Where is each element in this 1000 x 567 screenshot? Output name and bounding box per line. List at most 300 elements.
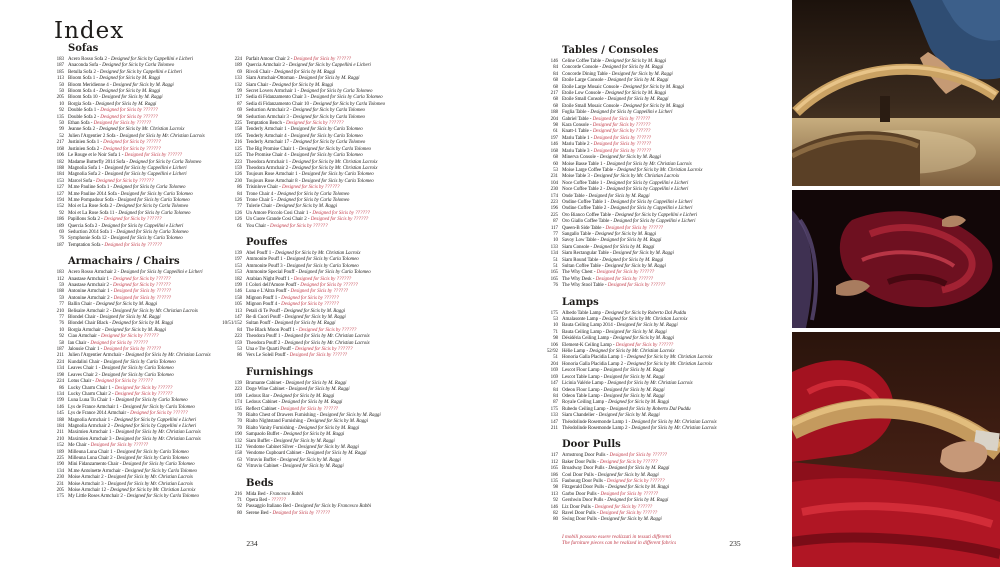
entry-page-ref: 197	[550, 135, 558, 141]
entry-designer: Designed for Sicis by Carla Tolomeo	[292, 108, 365, 114]
section-header: Sofas	[68, 43, 99, 54]
entry-designer: Designed for Sicis by M. Raggi	[612, 336, 674, 342]
entry-designer: Designed for Sicis by ??????	[104, 242, 162, 248]
entry-title: Justinien Sofa 2 - Designed for Sicis by ??????	[68, 146, 161, 152]
entry-page-ref: 210	[56, 436, 64, 442]
entry-title: Foglia Table - Designed for Sicis by Cappellini e Licheri	[562, 110, 673, 116]
entry-title: Magnolia Armchair 2 - Designed for Sicis by Cappellini e Licheri	[68, 423, 197, 429]
entry-title: M.me Pauline 2014 Sofa - Designed for Sicis by Carla Tolomeo	[68, 191, 193, 197]
fabric-note-line-2: The furniture pieces can be realized in different fabrics	[562, 540, 677, 547]
entry-designer: Designed for Sicis by Cappellini e Licheri	[615, 212, 698, 218]
entry-designer: Designed for Sicis by M. Raggi	[279, 457, 341, 463]
entry-designer: Designed for Sicis by Cappellini e Licheri	[99, 69, 182, 75]
entry-page-ref: 112	[56, 276, 64, 282]
entry-designer: Designed for Sicis by M. Raggi	[611, 71, 673, 77]
entry-title: Lys de France 2014 Armchair - Designed for Sicis by ??????	[68, 411, 188, 417]
entry-page-ref: 187	[56, 242, 64, 248]
entry-designer: Designed for Sicis by Mr. Christian Lacroix	[119, 133, 205, 139]
entry-title: Le Rouge et le Noir Sofa 1 - Designed for Sicis by ??????	[68, 153, 183, 159]
entry-page-ref: 106	[56, 153, 64, 159]
entry-page-ref: 211	[550, 425, 558, 431]
entry-title: Lucky Charm Chair 1 - Designed for Sicis by ??????	[68, 385, 173, 391]
entry-title: Vendome Cabinet Silver - Designed for Sicis by M. Raggi	[246, 444, 359, 450]
entry-designer: Designed for Sicis by Cappellini e Licheri	[101, 223, 184, 229]
entry-page-ref: 92	[59, 108, 64, 114]
entry-designer: Designed for Sicis by ??????	[593, 148, 652, 154]
entry-page-ref: 104	[550, 180, 558, 186]
entry-title: The Black Moon Pouff 1 - Designed for Sicis by ??????	[246, 327, 357, 333]
entry-title: Reflect Cabinet - Designed for Sicis by ??????	[246, 406, 338, 412]
entry-title: Abel Pouff 1 - Designed for Sicis by Mr. Christian Lacroix	[246, 250, 361, 256]
entry-title: Moi et La Rose Sofa 11 - Designed for Sicis by Carla Tolomeo	[68, 210, 191, 216]
entry-title: Petali di Te Pouff - Designed for Sicis by M. Raggi	[246, 308, 345, 314]
entry-title: Ammonite Pouff 1 - Designed for Sicis by Carla Tolomeo	[246, 257, 359, 263]
entry-designer: Designed for Sicis by Mr. Christian Lacroix	[602, 317, 688, 323]
entry-title: The Why Chest - Designed for Sicis by ??????	[562, 270, 655, 276]
entry-designer: ??????	[271, 497, 286, 503]
entry-designer: Designed for Sicis by M. Raggi	[274, 69, 336, 75]
entry-title: Parfait Amour Chair 2 - Designed for Sicis by ??????	[246, 57, 352, 62]
entry-title: Faubourg Door Pulls - Designed for Sicis by ??????	[562, 478, 665, 484]
entry-title: Gabriel Table - Designed for Sicis by ??????	[562, 116, 651, 122]
entry-designer: Designed for Sicis by Carla Tolomeo	[113, 185, 186, 191]
entry-page-ref: 117	[234, 95, 242, 101]
entry-designer: Designed for Sicis by M. Raggi	[99, 315, 161, 321]
entry-title: Blondel Chair - Designed for Sicis by M. Raggi	[68, 315, 161, 321]
entry-title: Anastase Armchair 2 - Designed for Sicis by ??????	[68, 283, 171, 288]
entry-page-ref: 52	[59, 133, 64, 139]
entry-designer: Designed for Sicis by Carla Tolomeo	[292, 114, 365, 120]
entry-title: Symphonie Sofa 12 - Designed for Sicis by Carla Tolomeo	[68, 236, 183, 242]
entry-designer: Designed for Sicis by Mr. Christian Lacroix	[631, 425, 717, 431]
entry-page-ref: 86	[59, 385, 64, 391]
entry-designer: Designed for Sicis by M. Raggi	[272, 82, 334, 88]
entry-title: Sultan Pouff - Designed for Sicis by M. Raggi	[246, 321, 336, 327]
entry-page-ref: 98	[237, 114, 242, 120]
entry-page-ref: 225	[56, 455, 64, 461]
entry-page-ref: 211	[56, 353, 64, 359]
entry-designer: Designed for Sicis by Carla Tolomeo	[312, 101, 386, 107]
fabric-note	[562, 534, 772, 547]
entry-designer: Designed for Sicis by Carla Tolomeo	[116, 229, 189, 235]
entry-designer: Designed for Sicis by M. Raggi	[600, 517, 662, 523]
entry-page-ref: 169	[550, 374, 558, 380]
entry-title: Etoile Small Mosaic Console - Designed for Sicis by M. Raggi	[562, 103, 685, 109]
entry-title: Onde Table - Designed for Sicis by M. Raggi	[562, 193, 650, 199]
photo-red-velvet-upholstery	[792, 332, 1000, 567]
entry-page-ref: 133	[550, 413, 558, 419]
entry-page-ref: 230	[234, 178, 242, 184]
entry-page-ref: 76	[59, 321, 64, 327]
entry-page-ref: 183	[56, 270, 64, 276]
entry-page-ref: 98	[553, 485, 558, 491]
entry-title: Siam Rectangular Table - Designed for Sicis by M. Raggi	[562, 251, 674, 257]
entry-designer: Designed for Sicis by ??????	[293, 57, 352, 62]
entry-designer: Designed for Sicis by Carla Tolomeo	[124, 468, 197, 474]
entry-title: Theodora Armchair 1 - Designed for Sicis by Mr. Christian Lacroix	[246, 159, 378, 165]
entry-page-ref: 61	[237, 223, 242, 229]
entry-title: Amalasonte Lamp - Designed for Sicis by Mr. Christian Lacroix	[562, 317, 688, 323]
entry-title: Siam Chandelier - Designed for Sicis by M. Raggi	[562, 413, 660, 419]
entry-page-ref: 77	[553, 231, 558, 237]
entry-title: Liz Door Pulls - Designed for Sicis by ??????	[562, 504, 653, 510]
entry-page-ref: 145	[56, 411, 64, 417]
entry-page-ref: 134	[56, 468, 64, 474]
entry-designer: Designed for Sicis by Carla Tolomeo	[115, 398, 188, 404]
entry-title: Mariu Table 2 - Designed for Sicis by ??????	[562, 142, 652, 148]
entry-page-ref: 92	[59, 334, 64, 340]
entry-title: Ammonite Pouff 3 - Designed for Sicis by Carla Tolomeo	[246, 263, 359, 269]
entry-page-ref: 112	[234, 444, 242, 450]
entry-title: Fitzgerald Door Pulls - Designed for Sicis by M. Raggi	[562, 485, 670, 491]
entry-page-ref: 77	[59, 315, 64, 321]
entry-title: Vitruvio Cabinet - Designed for Sicis by M. Raggi	[246, 464, 344, 470]
entry-designer: Designed for Sicis by Carla Tolomeo	[102, 63, 175, 69]
entry-page-ref: 127	[56, 185, 64, 191]
section-header: Tables / Consoles	[562, 45, 659, 56]
entry-page-ref: 135	[56, 114, 64, 120]
entry-title: Magnolia Armchair 1 - Designed for Sicis by Cappellini e Licheri	[68, 417, 197, 423]
entry-designer: Designed for Sicis by M. Raggi	[281, 400, 343, 406]
entry-designer: Designed for Sicis by Carla Tolomeo	[118, 210, 191, 216]
entry-title: Knatt-1 Table - Designed for Sicis by ??????	[562, 129, 651, 135]
entry-designer: Designed for Sicis by M. Raggi	[598, 413, 660, 419]
entry-title: Moi et La Rose Sofa 2 - Designed for Sicis by Carla Tolomeo	[68, 204, 189, 210]
entry-page-ref: 71	[553, 329, 558, 335]
entry-title: Bloom Sofa 4 - Designed for Sicis by M. Raggi	[68, 89, 161, 95]
entry-page-ref: 87	[237, 101, 242, 107]
entry-designer: Designed for Sicis by ??????	[270, 223, 328, 229]
entry-page-ref: 126	[234, 210, 242, 216]
entry-title: Serene Bed - Designed for Sicis by ??????	[246, 510, 330, 516]
entry-designer: Designed for Sicis by Mr. Christian Lacroix	[292, 165, 378, 171]
entry-title: Borgia Armchair - Designed for Sicis by M. Raggi	[68, 327, 166, 333]
entry-designer: Designed for Sicis by Cappellini e Licheri	[104, 165, 187, 171]
entry-title: Temptation Sofa - Designed for Sicis by ??????	[68, 242, 162, 248]
entry-title: Una e Tre Quarti Pouff - Designed for Sicis by ??????	[246, 347, 353, 353]
entry-page-ref: 175	[550, 310, 558, 316]
entry-title: Oro Bianco Coffee Table - Designed for Sicis by Cappellini e Licheri	[562, 212, 698, 218]
entry-title: Tenderly Armchair 1 - Designed for Sicis by Carla Tolomeo	[246, 127, 363, 133]
entry-page-ref: 76	[553, 283, 558, 289]
entry-page-ref: 86	[237, 185, 242, 191]
entry-page-ref: 132	[234, 82, 242, 88]
entry-page-ref: 98	[553, 123, 558, 129]
entry-title: Anaconda Sofa - Designed for Sicis by Carla Tolomeo	[68, 63, 175, 69]
entry-page-ref: 51	[553, 355, 558, 361]
page-number-right: 235	[729, 539, 741, 548]
entry-title: M.me Pauline Sofa 1 - Designed for Sicis by Carla Tolomeo	[68, 185, 186, 191]
entry-designer: Designed for Sicis by ??????	[615, 342, 674, 348]
entry-designer: Francesco Rabbi	[269, 491, 304, 497]
entry-title: Rubedo Ceiling Lamp - Designed for Sicis by Roberto Dal Puddu	[562, 406, 691, 412]
entry-page-ref: 82	[553, 511, 558, 516]
index-entry	[216, 511, 436, 517]
entry-designer: Designed for Sicis by Carla Tolomeo	[129, 159, 202, 165]
entry-page-ref: 223	[234, 159, 242, 165]
entry-designer: Designed for Sicis by Cappellini e Licheri	[610, 206, 693, 212]
entry-page-ref: 147	[550, 419, 558, 425]
entry-title: The Promise Chair 4 - Designed for Sicis by Carla Tolomeo	[246, 153, 363, 159]
entry-title: Rialto Vanity Furnishing - Designed for Sicis by M. Raggi	[246, 425, 360, 431]
entry-page-ref: 190	[56, 462, 64, 468]
entry-title: Madame Butterfly 2014 Sofa - Designed for Sicis by Carla Tolomeo	[68, 159, 202, 165]
entry-designer: Designed for Sicis by Mr. Christian Lacroix	[125, 353, 211, 359]
entry-designer: Designed for Sicis by M. Raggi	[297, 444, 359, 450]
index-column-middle	[216, 57, 436, 517]
entry-designer: Designed for Sicis by ??????	[103, 347, 161, 353]
entry-designer: Designed for Sicis by ??????	[130, 411, 188, 417]
entry-page-ref: 146	[550, 59, 558, 64]
entry-designer: Designed for Sicis by ??????	[100, 334, 159, 340]
entry-title: Odeon Table Lamp - Designed for Sicis by M. Raggi	[562, 393, 665, 399]
entry-page-ref: 146	[550, 504, 558, 510]
entry-title: Marcel Sofa - Designed for Sicis by ??????	[68, 178, 154, 184]
entry-page-ref: 135	[550, 478, 558, 484]
entry-page-ref: 225	[234, 121, 242, 127]
entry-page-ref: 217	[56, 140, 64, 146]
entry-page-ref: 146	[234, 289, 242, 295]
entry-title: Leaves Chair 1 - Designed for Sicis by Carla Tolomeo	[68, 366, 174, 372]
entry-title: Ledoux Bar - Designed for Sicis by M. Raggi	[246, 393, 335, 399]
entry-page-ref: 68	[553, 84, 558, 90]
entry-page-ref: 152	[56, 204, 64, 210]
entry-title: Etoile Low Console - Designed for Sicis by M. Raggi	[562, 91, 667, 97]
entry-title: Lucky Charm Chair 2 - Designed for Sicis by ??????	[68, 391, 173, 397]
entry-title: Kara Console - Designed for Sicis by ??????	[562, 123, 651, 129]
entry-title: Mida Bed - Francesco Rabbi	[246, 491, 304, 497]
entry-designer: Designed for Sicis by Mr. Christian Lacroix	[627, 361, 713, 367]
entry-designer: Designed for Sicis by Cappellini e Licheri	[120, 270, 203, 276]
entry-page-ref: 77	[237, 204, 242, 210]
entry-page-ref: 175	[550, 406, 558, 412]
entry-page-ref: 69	[59, 229, 64, 235]
entry-page-ref: 132	[234, 438, 242, 444]
entry-designer: Designed for Sicis by M. Raggi	[298, 425, 360, 431]
entry-page-ref: 158	[234, 295, 242, 301]
entry-designer: Designed for Sicis by ??????	[280, 406, 338, 412]
entry-title: Theodora Pouff 1 - Designed for Sicis by Mr. Christian Lacroix	[246, 334, 370, 340]
entry-designer: Designed for Sicis by Carla Tolomeo	[103, 359, 176, 365]
entry-designer: Designed for Sicis by M. Raggi	[604, 264, 666, 269]
entry-page-ref: 134	[56, 366, 64, 372]
entry-title: Désidéria Ceiling Lamp - Designed for Sicis by M. Raggi	[562, 336, 674, 342]
entry-designer: Designed for Sicis by Carla Tolomeo	[122, 462, 195, 468]
entry-page-ref: 186	[550, 472, 558, 478]
entry-page-ref: 197	[234, 257, 242, 263]
entry-page-ref: 153	[56, 178, 64, 184]
entry-page-ref: 224	[56, 379, 64, 385]
index-entry	[216, 464, 436, 470]
entry-title: Passaggio Italiano Bed - Designed for Sicis by Francesco Rabbi	[246, 504, 372, 510]
entry-page-ref: 70	[237, 412, 242, 418]
entry-designer: Designed for Sicis by ??????	[100, 114, 158, 120]
entry-title: Justinien Sofa 1 - Designed for Sicis by ??????	[68, 140, 161, 146]
entry-designer: Designed for Sicis by Mr. Christian Lacroix	[284, 334, 370, 340]
entry-designer: Designed for Sicis by M. Raggi	[605, 91, 667, 97]
entry-designer: Designed for Sicis by ??????	[95, 379, 153, 385]
entry-designer: Designed for Sicis by M. Raggi	[282, 464, 344, 470]
entry-page-ref: 87	[553, 219, 558, 225]
entry-title: Moise Basse Table 1 - Designed for Sicis by Mr. Christian Lacroix	[562, 161, 692, 167]
section-header: Door Pulls	[562, 439, 621, 451]
entry-page-ref: 10	[553, 323, 558, 329]
entry-title: Tulerie Chair - Designed for Sicis by M. Raggi	[246, 204, 337, 210]
entry-designer: Designed for Sicis by Carla Tolomeo	[301, 172, 374, 178]
entry-title: Honoria Galla Placidia Lamp 1 - Designed for Sicis by Mr. Christian Lacroix	[562, 355, 713, 361]
entry-title: Mini Fidanzamento Chair - Designed for Sicis by Carla Tolomeo	[68, 462, 195, 468]
entry-page-ref: 168	[550, 148, 558, 154]
entry-title: Temptation Bench - Designed for Sicis by ??????	[246, 121, 344, 127]
entry-designer: Designed for Sicis by M. Raggi	[284, 308, 345, 314]
entry-title: Belisaire Armchair 2 - Designed for Sicis by Mr. Christian Lacroix	[68, 308, 198, 314]
entry-designer: Designed for Sicis by M. Raggi	[588, 193, 650, 199]
entry-page-ref: 84	[237, 327, 242, 333]
entry-title: Théodolinde Rosemonde Lamp 2 - Designed for Sicis by Mr. Christian Lacroix	[562, 425, 717, 431]
entry-designer: Designed for Sicis by ??????	[113, 283, 171, 288]
entry-designer: Designed for Sicis by Mr. Christian Lacroix	[589, 349, 675, 355]
entry-title: Luna Luna Tu Chair 1 - Designed for Sicis by Carla Tolomeo	[68, 398, 188, 404]
entry-page-ref: 92	[553, 498, 558, 504]
entry-title: Bloom Meridienne 4 - Designed for Sicis by M. Raggi	[68, 82, 174, 88]
entry-designer: Designed for Sicis by ??????	[609, 453, 667, 459]
entry-designer: Designed for Sicis by ??????	[124, 153, 183, 159]
entry-page-ref: 199	[56, 398, 64, 404]
entry-designer: Designed for Sicis by ??????	[593, 135, 652, 141]
entry-designer: Designed for Sicis by ??????	[90, 340, 148, 346]
entry-page-ref: 187	[56, 63, 64, 69]
entry-title: My Little Roses Armchair 2 - Designed for Sicis by Carla Tolomeo	[68, 494, 199, 500]
entry-designer: Designed for Sicis by M. Raggi	[608, 466, 670, 472]
entry-page-ref: 69	[237, 108, 242, 114]
entry-designer: Designed for Sicis by ??????	[113, 289, 172, 295]
entry-designer: Designed for Sicis by Mr. Christian Lacroix	[110, 488, 196, 493]
entry-page-ref: 188	[56, 165, 64, 171]
entry-page-ref: 10	[59, 101, 64, 107]
entry-title: Ethan Sofa - Designed for Sicis by ??????	[68, 121, 152, 127]
entry-title: Toujours Rose Armchair 1 - Designed for Sicis by Carla Tolomeo	[246, 172, 374, 178]
entry-page-ref: 76	[59, 236, 64, 242]
entry-page-ref: 216	[234, 491, 242, 497]
entry-title: Vitruvio Buffet - Designed for Sicis by M. Raggi	[246, 457, 341, 463]
entry-designer: Designed for Sicis by Carla Tolomeo	[290, 127, 363, 133]
entry-designer: Designed for Sicis by ??????	[96, 178, 154, 184]
entry-page-ref: 84	[553, 387, 558, 393]
entry-page-ref: 113	[550, 491, 558, 497]
entry-title: Moise Large Coffee Table - Designed for Sicis by Mr. Christian Lacroix	[562, 167, 703, 173]
entry-designer: Designed for Sicis by Mr. Christian Lacroix	[115, 430, 201, 436]
photo-sewing-red-fabric	[792, 190, 1000, 328]
entry-page-ref: 210	[56, 308, 64, 314]
entry-page-ref: 50	[59, 121, 64, 127]
entry-title: Jeanne Sofa 2 - Designed for Sicis by Mr. Christian Lacroix	[68, 127, 185, 133]
entry-title: Milleuna Luna Chair 1 - Designed for Sicis by Carla Tolomeo	[68, 449, 189, 455]
entry-designer: Designed for Sicis by ??????	[592, 116, 651, 122]
entry-title: Tenderly Armchair 4 - Designed for Sicis by Carla Tolomeo	[246, 133, 363, 139]
entry-designer: Designed for Sicis by Cappellini e Licheri	[288, 63, 371, 69]
entry-page-ref: 80	[553, 517, 558, 523]
entry-designer: Designed for Sicis by ??????	[93, 121, 152, 127]
entry-title: Betulla Sofa 2 - Designed for Sicis by Cappellini e Licheri	[68, 69, 182, 75]
entry-designer: Designed for Sicis by ??????	[281, 185, 340, 191]
entry-designer: Designed for Sicis by M. Raggi	[605, 59, 667, 64]
index-column-left	[38, 44, 238, 501]
entry-designer: Designed for Sicis by ??????	[103, 146, 161, 152]
entry-page-ref: 60	[553, 161, 558, 167]
entry-page-ref: 62	[237, 464, 242, 470]
entry-page-ref: 165	[550, 466, 558, 472]
entry-page-ref: 194	[56, 197, 64, 203]
entry-page-ref: 188	[56, 417, 64, 423]
entry-designer: Designed for Sicis by Carla Tolomeo	[116, 204, 189, 210]
entry-designer: Designed for Sicis by ??????	[103, 140, 161, 146]
entry-title: Bloom Sofa 1 - Designed for Sicis by M. Raggi	[68, 76, 161, 82]
entry-designer: Designed for Sicis by M. Raggi	[623, 103, 685, 109]
entry-page-ref: 169	[550, 368, 558, 374]
entry-title: Mariu Table 3 - Designed for Sicis by ??????	[562, 148, 652, 154]
entry-page-ref: 165	[550, 276, 558, 282]
entry-designer: Designed for Sicis by Roberto Dal Puddu	[605, 310, 687, 316]
entry-page-ref: 98	[553, 336, 558, 342]
entry-title: Kundalini Chair - Designed for Sicis by Carla Tolomeo	[68, 359, 176, 365]
entry-page-ref: 184	[56, 423, 64, 429]
entry-title: Ravel Door Pulls - Designed for Sicis by ??????	[562, 511, 658, 516]
entry-designer: Designed for Sicis by ??????	[293, 276, 352, 282]
entry-title: Double Sofa 2 - Designed for Sicis by ??????	[68, 114, 158, 120]
entry-designer: Designed for Sicis by Cappellini e Licheri	[104, 172, 187, 178]
entry-title: Concorde Console - Designed for Sicis by M. Raggi	[562, 65, 664, 71]
entry-designer: Designed for Sicis by M. Raggi	[275, 204, 337, 210]
entry-title: Moise Table 3 - Designed for Sicis by Mr. Christian Lacroix	[562, 174, 680, 180]
entry-page-ref: 139	[234, 380, 242, 386]
entry-page-ref: 188	[56, 289, 64, 295]
entry-designer: Designed for Sicis by M. Raggi	[104, 327, 166, 333]
entry-title: Julien l'Argentier Armchair - Designed for Sicis by Mr. Christian Lacroix	[68, 353, 211, 359]
section-header: Lamps	[562, 296, 599, 308]
entry-designer: Designed for Sicis by Carla Tolomeo	[290, 133, 363, 139]
entry-designer: Designed for Sicis by M. Raggi	[319, 412, 381, 418]
entry-designer: Designed for Sicis by Mr. Christian Lacroix	[606, 161, 692, 167]
entry-page-ref: 159	[234, 165, 242, 171]
entry-page-ref: 113	[56, 76, 64, 82]
entry-designer: Designed for Sicis by M. Raggi	[112, 321, 174, 327]
entry-title: Ammonite Special Pouff - Designed for Sicis by Carla Tolomeo	[246, 270, 371, 276]
entry-designer: Designed for Sicis by ??????	[606, 478, 665, 484]
entry-title: Lescot Floor Lamp - Designed for Sicis by M. Raggi	[562, 368, 665, 374]
section-header: Armachairs / Chairs	[68, 256, 180, 268]
entry-page-ref: 61	[553, 129, 558, 135]
entry-designer: Designed for Sicis by ??????	[592, 123, 651, 129]
entry-title: M.me Antoinette Armchair - Designed for Sicis by Carla Tolomeo	[68, 468, 197, 474]
entry-page-ref: 152	[56, 443, 64, 449]
entry-title: Mignon Pouff 1 - Designed for Sicis by ??????	[246, 295, 339, 301]
entry-title: Siam Buffet - Designed for Sicis by M. Raggi	[246, 438, 335, 444]
entry-page-ref: 231	[550, 174, 558, 180]
entry-designer: Designed for Sicis by Carla Tolomeo	[286, 263, 359, 269]
entry-designer: Designed for Sicis by ??????	[596, 270, 655, 276]
entry-page-ref: 84	[553, 65, 558, 71]
entry-page-ref: 182	[234, 276, 242, 282]
entry-designer: Designed for Sicis by M. Raggi	[603, 387, 665, 393]
entry-designer: Designed for Sicis by M. Raggi	[305, 451, 367, 457]
entry-designer: Designed for Sicis by Carla Tolomeo	[298, 146, 371, 152]
entry-designer: Designed for Sicis by M. Raggi	[274, 321, 336, 327]
entry-title: M.me Pompadour Sofa - Designed for Sicis by Carla Tolomeo	[68, 197, 190, 203]
entry-page-ref: 117	[550, 453, 558, 459]
entry-page-ref: 10	[59, 327, 64, 333]
entry-title: Noce Coffee Table 2 - Designed for Sicis by Cappellini e Licheri	[562, 187, 689, 193]
entry-title: Mignon Pouff 4 - Designed for Sicis by ??????	[246, 302, 339, 308]
